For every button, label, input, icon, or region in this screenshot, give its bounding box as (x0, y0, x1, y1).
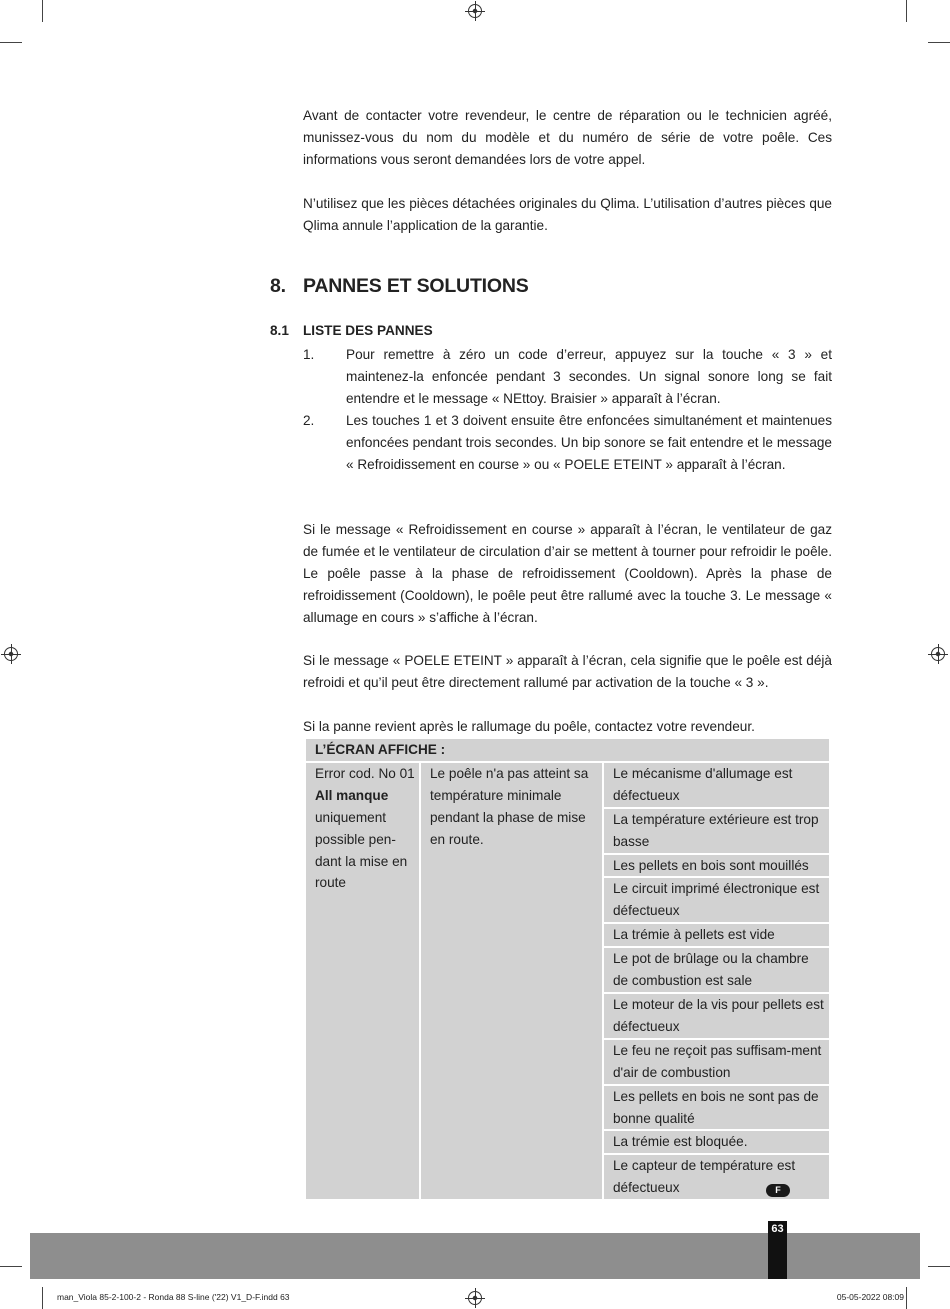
page-number: 63 (771, 1223, 784, 1235)
section-title: PANNES ET SOLUTIONS (303, 275, 529, 297)
intro-paragraph-1: Avant de contacter votre revendeur, le centre de réparation ou le technicien agréé, munissez-vous du nom du modèle et du numéro de série de votre poêle. Ces informations vous seront demandées lors de votre appel. (303, 108, 832, 167)
registration-mark-icon (468, 4, 482, 18)
page-number-tab (768, 1221, 787, 1279)
crop-mark (906, 0, 907, 22)
crop-mark (928, 1266, 950, 1267)
crop-mark (928, 42, 950, 43)
table-row: Le capteur de température est défectueux (603, 1154, 830, 1200)
crop-mark (42, 0, 43, 22)
table-row: Le circuit imprimé électronique est défectueux (603, 877, 830, 923)
table-row: Le feu ne reçoit pas suffisam-ment d'air de combustion (603, 1039, 830, 1085)
subsection-title: LISTE DES PANNES (303, 323, 433, 338)
step-text: Les touches 1 et 3 doivent ensuite être enfoncées simultanément et maintenues enfoncées pendant trois secondes. Un bip sonore se fait entendre et le message « Refroidissement en course » ou « POELE ETEINT » apparaît à l’écran. (346, 412, 832, 472)
table-row: Les pellets en bois ne sont pas de bonne qualité (603, 1085, 830, 1131)
slug-timestamp: 05-05-2022 08:09 (836, 1292, 904, 1302)
list-item (303, 410, 832, 476)
error-description-cell: Le poêle n'a pas atteint sa température minimale pendant la phase de mise en route. (420, 762, 603, 1200)
language-badge: F (766, 1184, 790, 1197)
table-row: Le moteur de la vis pour pellets est défectueux (603, 993, 830, 1039)
steps-list (303, 344, 832, 475)
list-item (303, 344, 832, 410)
table-row: La trémie à pellets est vide (603, 923, 830, 947)
error-condition: uniquement possible pen-dant la mise en route (315, 809, 408, 891)
error-name: All manque (315, 787, 389, 803)
registration-mark-icon (931, 647, 945, 661)
explanation-block (303, 519, 832, 738)
registration-mark-icon (468, 1291, 482, 1305)
table-header: L’ÉCRAN AFFICHE : (305, 738, 830, 762)
cooldown-paragraph: Si le message « Refroidissement en course » apparaît à l’écran, le ventilateur de gaz de fumée et le ventilateur de circulation d’air se mettent à tourner pour refroidir le poêle. Le poêle passe à la phase de refroidissement (Cooldown). Après la phase de refroidissement (Cooldown), le poêle peut être rallumé avec la touche 3. Le message « allumage en cours » s’affiche à l’écran. (303, 522, 832, 625)
table-row: Le pot de brûlage ou la chambre de combustion est sale (603, 947, 830, 993)
crop-mark (0, 42, 22, 43)
eteint-paragraph: Si le message « POELE ETEINT » apparaît à l’écran, cela signifie que le poêle est déjà refroidi et qu’il peut être directement rallumé par activation de la touche « 3 ». (303, 653, 832, 691)
table-row: La température extérieure est trop basse (603, 808, 830, 854)
step-text: Pour remettre à zéro un code d’erreur, appuyez sur la touche « 3 » et maintenez-la enfoncée pendant 3 secondes. Un signal sonore long se fait entendre et le message « NEttoy. Braisier » apparaît à l’écran. (346, 347, 832, 406)
error-table (304, 737, 831, 1201)
slug-filename: man_Viola 85-2-100-2 - Ronda 88 S-line ('22) V1_D-F.indd 63 (57, 1292, 290, 1302)
section-number: 8. (270, 275, 286, 297)
subsection-number: 8.1 (270, 323, 289, 338)
section-heading (270, 275, 529, 298)
crop-mark (0, 1266, 22, 1267)
intro-paragraph-2: N’utilisez que les pièces détachées originales du Qlima. L’utilisation d’autres pièces que Qlima annule l’application de la garantie. (303, 195, 832, 233)
step-number: 2. (303, 412, 315, 428)
crop-mark (906, 1287, 907, 1309)
registration-mark-icon (4, 647, 18, 661)
table-row: Le mécanisme d'allumage est défectueux (603, 762, 830, 808)
table-row: La trémie est bloquée. (603, 1130, 830, 1154)
intro-block (303, 105, 832, 236)
crop-mark (42, 1287, 43, 1309)
subsection-heading (270, 323, 433, 338)
error-code-cell (305, 762, 420, 1200)
revient-paragraph: Si la panne revient après le rallumage du poêle, contactez votre revendeur. (303, 719, 755, 735)
error-code: Error cod. No 01 (315, 765, 415, 781)
step-number: 1. (303, 347, 315, 362)
table-row: Les pellets en bois sont mouillés (603, 854, 830, 878)
